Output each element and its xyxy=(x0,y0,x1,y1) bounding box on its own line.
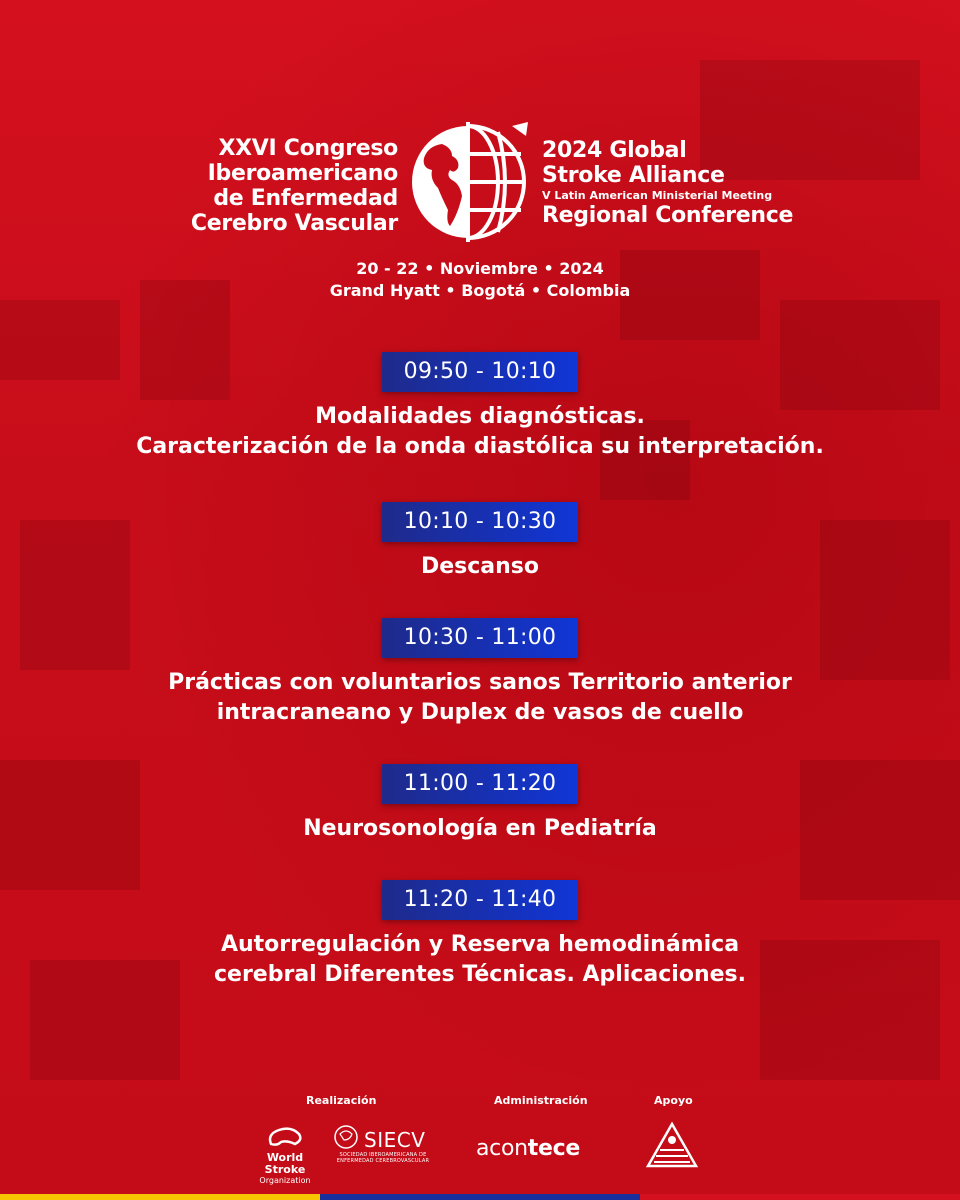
session-title-line: Caracterización de la onda diastólica su interpretación. xyxy=(136,434,824,459)
administracion-label: Administración xyxy=(494,1094,588,1107)
wso-name: World Stroke xyxy=(264,1151,306,1176)
alliance-title-line: 2024 Global xyxy=(542,138,687,163)
event-venue: Grand Hyatt • Bogotá • Colombia xyxy=(329,281,631,300)
session-title-line: intracraneano y Duplex de vasos de cuello xyxy=(216,700,744,725)
time-badge: 10:30 - 11:00 xyxy=(382,618,579,658)
realizacion-label: Realización xyxy=(306,1094,377,1107)
session-title xyxy=(0,930,960,990)
acontece-part-b: tece xyxy=(527,1136,580,1161)
siecv-sub: SOCIEDAD IBEROAMERICANA DE ENFERMEDAD CEREBROVASCULAR xyxy=(336,1152,430,1164)
flag-stripe-red xyxy=(640,1194,960,1200)
siecv-logo xyxy=(328,1124,438,1174)
session-title-line: Descanso xyxy=(420,554,540,579)
flag-stripe-yellow xyxy=(0,1194,320,1200)
session-title-line: Neurosonología en Pediatría xyxy=(303,816,657,841)
congress-title-line: Cerebro Vascular xyxy=(190,211,398,236)
session-title-line: Prácticas con voluntarios sanos Territorio anterior xyxy=(168,670,792,695)
session-title xyxy=(0,552,960,582)
event-dates-block xyxy=(0,258,960,302)
event-dates: 20 - 22 • Noviembre • 2024 xyxy=(356,259,604,278)
congress-title-line: de Enfermedad xyxy=(213,186,398,211)
head-profile-icon xyxy=(330,1124,362,1152)
session-title-line: Autorregulación y Reserva hemodinámica xyxy=(220,932,740,957)
session-title-line: cerebral Diferentes Técnicas. Aplicaciones. xyxy=(213,962,747,987)
congress-title-line: XXVI Congreso xyxy=(218,136,398,161)
session-title xyxy=(0,668,960,728)
congress-title-line: Iberoamericano xyxy=(207,161,398,186)
time-badge: 11:00 - 11:20 xyxy=(382,764,579,804)
flag-stripe-blue xyxy=(320,1194,640,1200)
sponsors-footer xyxy=(0,1090,960,1200)
globe-logo-icon xyxy=(408,118,534,244)
session-title xyxy=(0,814,960,844)
alliance-title xyxy=(542,138,793,228)
time-badge: 09:50 - 10:10 xyxy=(382,352,579,392)
schedule-item xyxy=(0,880,960,990)
acontece-logo xyxy=(476,1136,580,1161)
apoyo-label: Apoyo xyxy=(654,1094,693,1107)
alliance-title-line: Regional Conference xyxy=(542,203,794,228)
time-badge: 11:20 - 11:40 xyxy=(382,880,579,920)
ministerial-meeting-label: V Latin American Ministerial Meeting xyxy=(542,189,773,202)
support-emblem-icon xyxy=(644,1120,700,1170)
schedule-item xyxy=(0,502,960,582)
session-title-line: Modalidades diagnósticas. xyxy=(315,404,645,429)
congress-title xyxy=(191,136,398,236)
conference-header xyxy=(0,118,960,248)
wso-sub: Organization xyxy=(259,1176,311,1185)
siecv-name: SIECV xyxy=(364,1128,426,1152)
session-title xyxy=(0,402,960,462)
acontece-part-a: acon xyxy=(476,1136,528,1161)
world-stroke-organization-logo xyxy=(245,1126,325,1185)
schedule-item xyxy=(0,618,960,728)
schedule-item xyxy=(0,352,960,462)
schedule-item xyxy=(0,764,960,844)
alliance-title-line: Stroke Alliance xyxy=(542,163,725,188)
schedule xyxy=(0,352,960,990)
brain-icon xyxy=(265,1126,305,1148)
time-badge: 10:10 - 10:30 xyxy=(382,502,579,542)
